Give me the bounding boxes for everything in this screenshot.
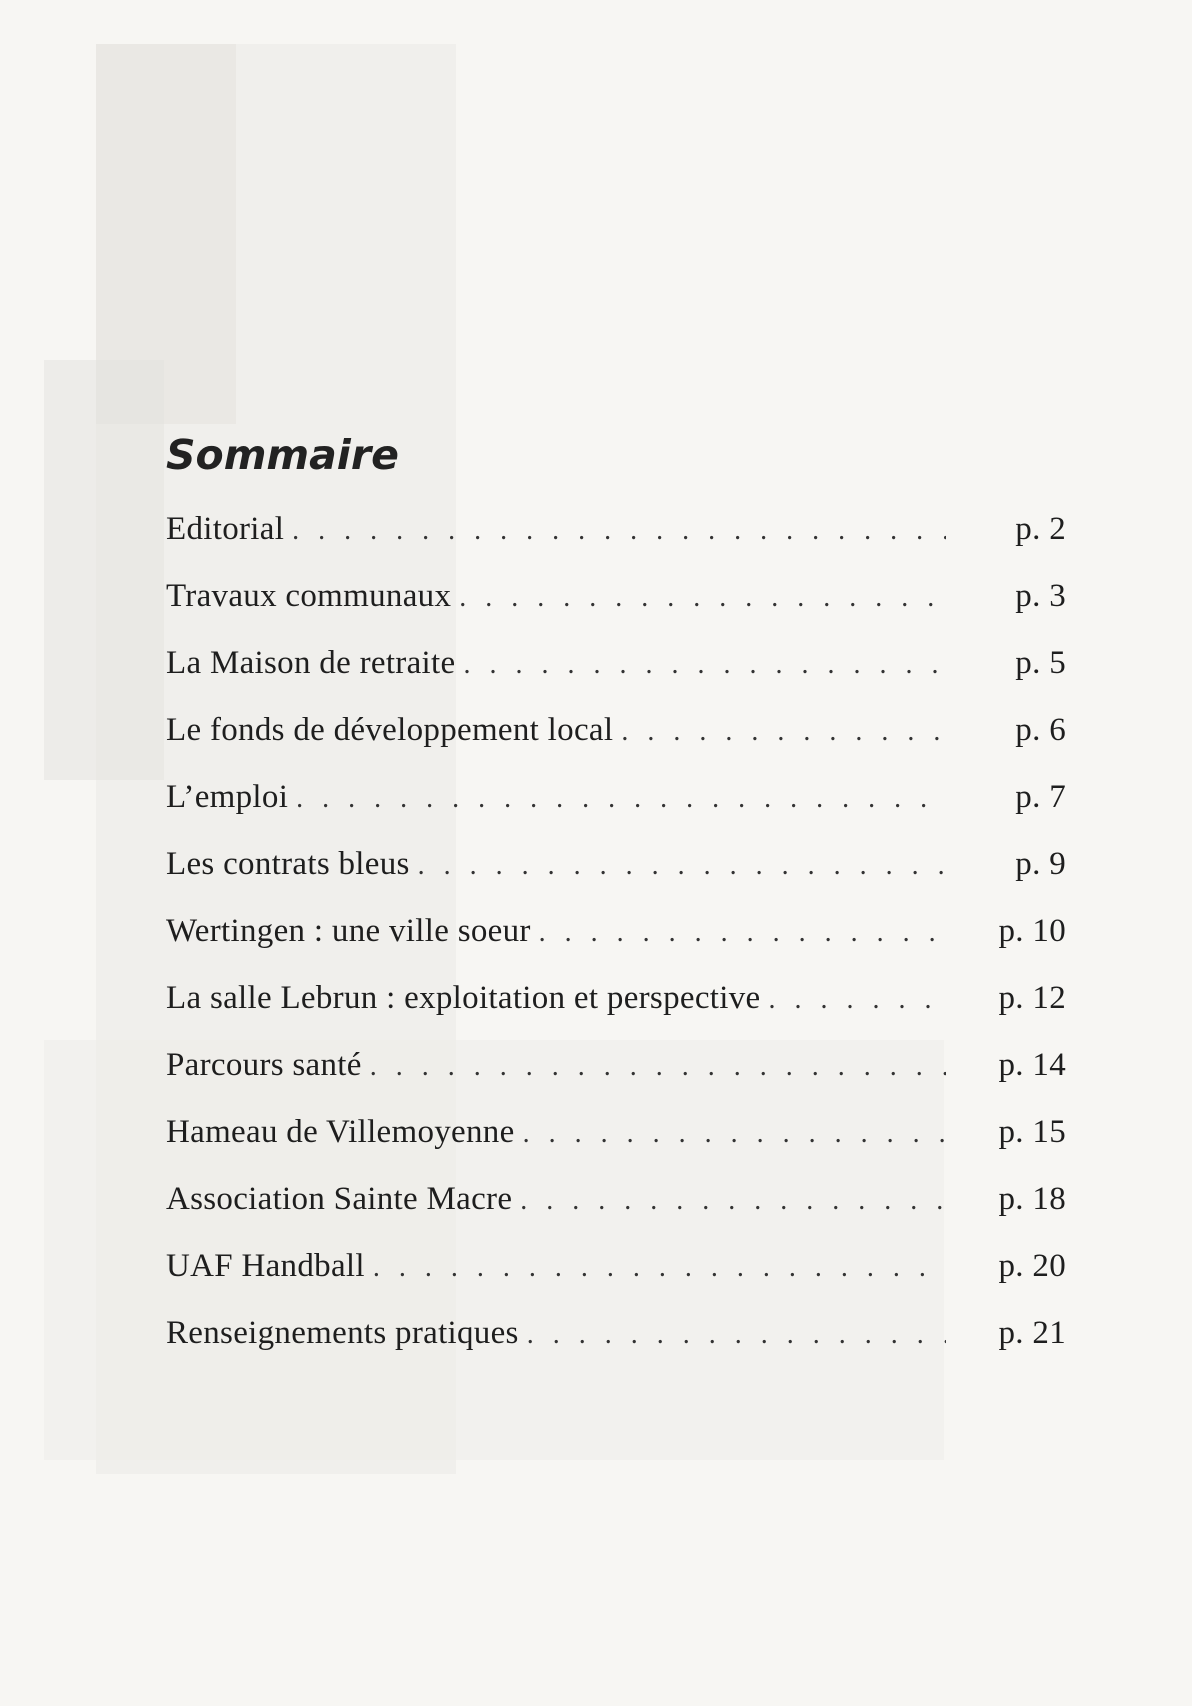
toc-entry-title: Le fonds de développement local (166, 712, 614, 748)
toc-entry-title: La Maison de retraite (166, 645, 456, 681)
toc-entry-page: p. 10 (998, 913, 1066, 949)
dot-leader (292, 510, 946, 552)
toc-entry-page: p. 7 (1015, 779, 1066, 815)
dot-leader (459, 577, 946, 619)
toc-entry-title: Wertingen : une ville soeur (166, 913, 531, 949)
toc-entry-page: p. 2 (1015, 511, 1066, 547)
toc-entry (166, 1178, 1066, 1245)
dot-leader (523, 1113, 946, 1155)
toc-entry-page: p. 18 (998, 1181, 1066, 1217)
toc-entry (166, 709, 1066, 776)
dot-leader (418, 845, 946, 887)
toc-entry-title: La salle Lebrun : exploitation et perspective (166, 980, 761, 1016)
toc-entry-page: p. 6 (1015, 712, 1066, 748)
toc-entry-title: UAF Handball (166, 1248, 365, 1284)
toc-entry (166, 1044, 1066, 1111)
dot-leader (373, 1247, 946, 1289)
page-title: Sommaire (166, 431, 399, 479)
toc-entry-page: p. 3 (1015, 578, 1066, 614)
toc-entry (166, 843, 1066, 910)
toc-entry-title: Les contrats bleus (166, 846, 410, 882)
toc-entry (166, 642, 1066, 709)
dot-leader (527, 1314, 946, 1356)
dot-leader (370, 1046, 946, 1088)
dot-leader (539, 912, 946, 954)
toc-entry (166, 776, 1066, 843)
toc-entry-page: p. 9 (1015, 846, 1066, 882)
toc-entry-page: p. 14 (998, 1047, 1066, 1083)
toc-entry-page: p. 5 (1015, 645, 1066, 681)
toc-entry (166, 1111, 1066, 1178)
toc-entry (166, 1312, 1066, 1379)
dot-leader (520, 1180, 946, 1222)
bleed-through-shadow (96, 44, 236, 424)
toc-entry-page: p. 20 (998, 1248, 1066, 1284)
toc-entry-title: Editorial (166, 511, 285, 547)
toc-entry (166, 910, 1066, 977)
toc-entry-title: Parcours santé (166, 1047, 362, 1083)
toc-entry-title: Association Sainte Macre (166, 1181, 513, 1217)
dot-leader (463, 644, 946, 686)
toc-entry-title: Renseignements pratiques (166, 1315, 519, 1351)
toc-entry-title: Hameau de Villemoyenne (166, 1114, 515, 1150)
toc-entry (166, 977, 1066, 1044)
dot-leader (296, 778, 946, 820)
toc-entry-page: p. 12 (998, 980, 1066, 1016)
toc-entry-title: Travaux communaux (166, 578, 452, 614)
dot-leader (768, 979, 946, 1021)
toc-entry-page: p. 21 (998, 1315, 1066, 1351)
toc-entry (166, 575, 1066, 642)
toc-entry-title: L’emploi (166, 779, 289, 815)
toc-entry (166, 1245, 1066, 1312)
dot-leader (621, 711, 946, 753)
table-of-contents-page (166, 430, 1066, 1379)
toc-entry (166, 508, 1066, 575)
toc-entry-page: p. 15 (998, 1114, 1066, 1150)
toc-list (166, 508, 1066, 1379)
